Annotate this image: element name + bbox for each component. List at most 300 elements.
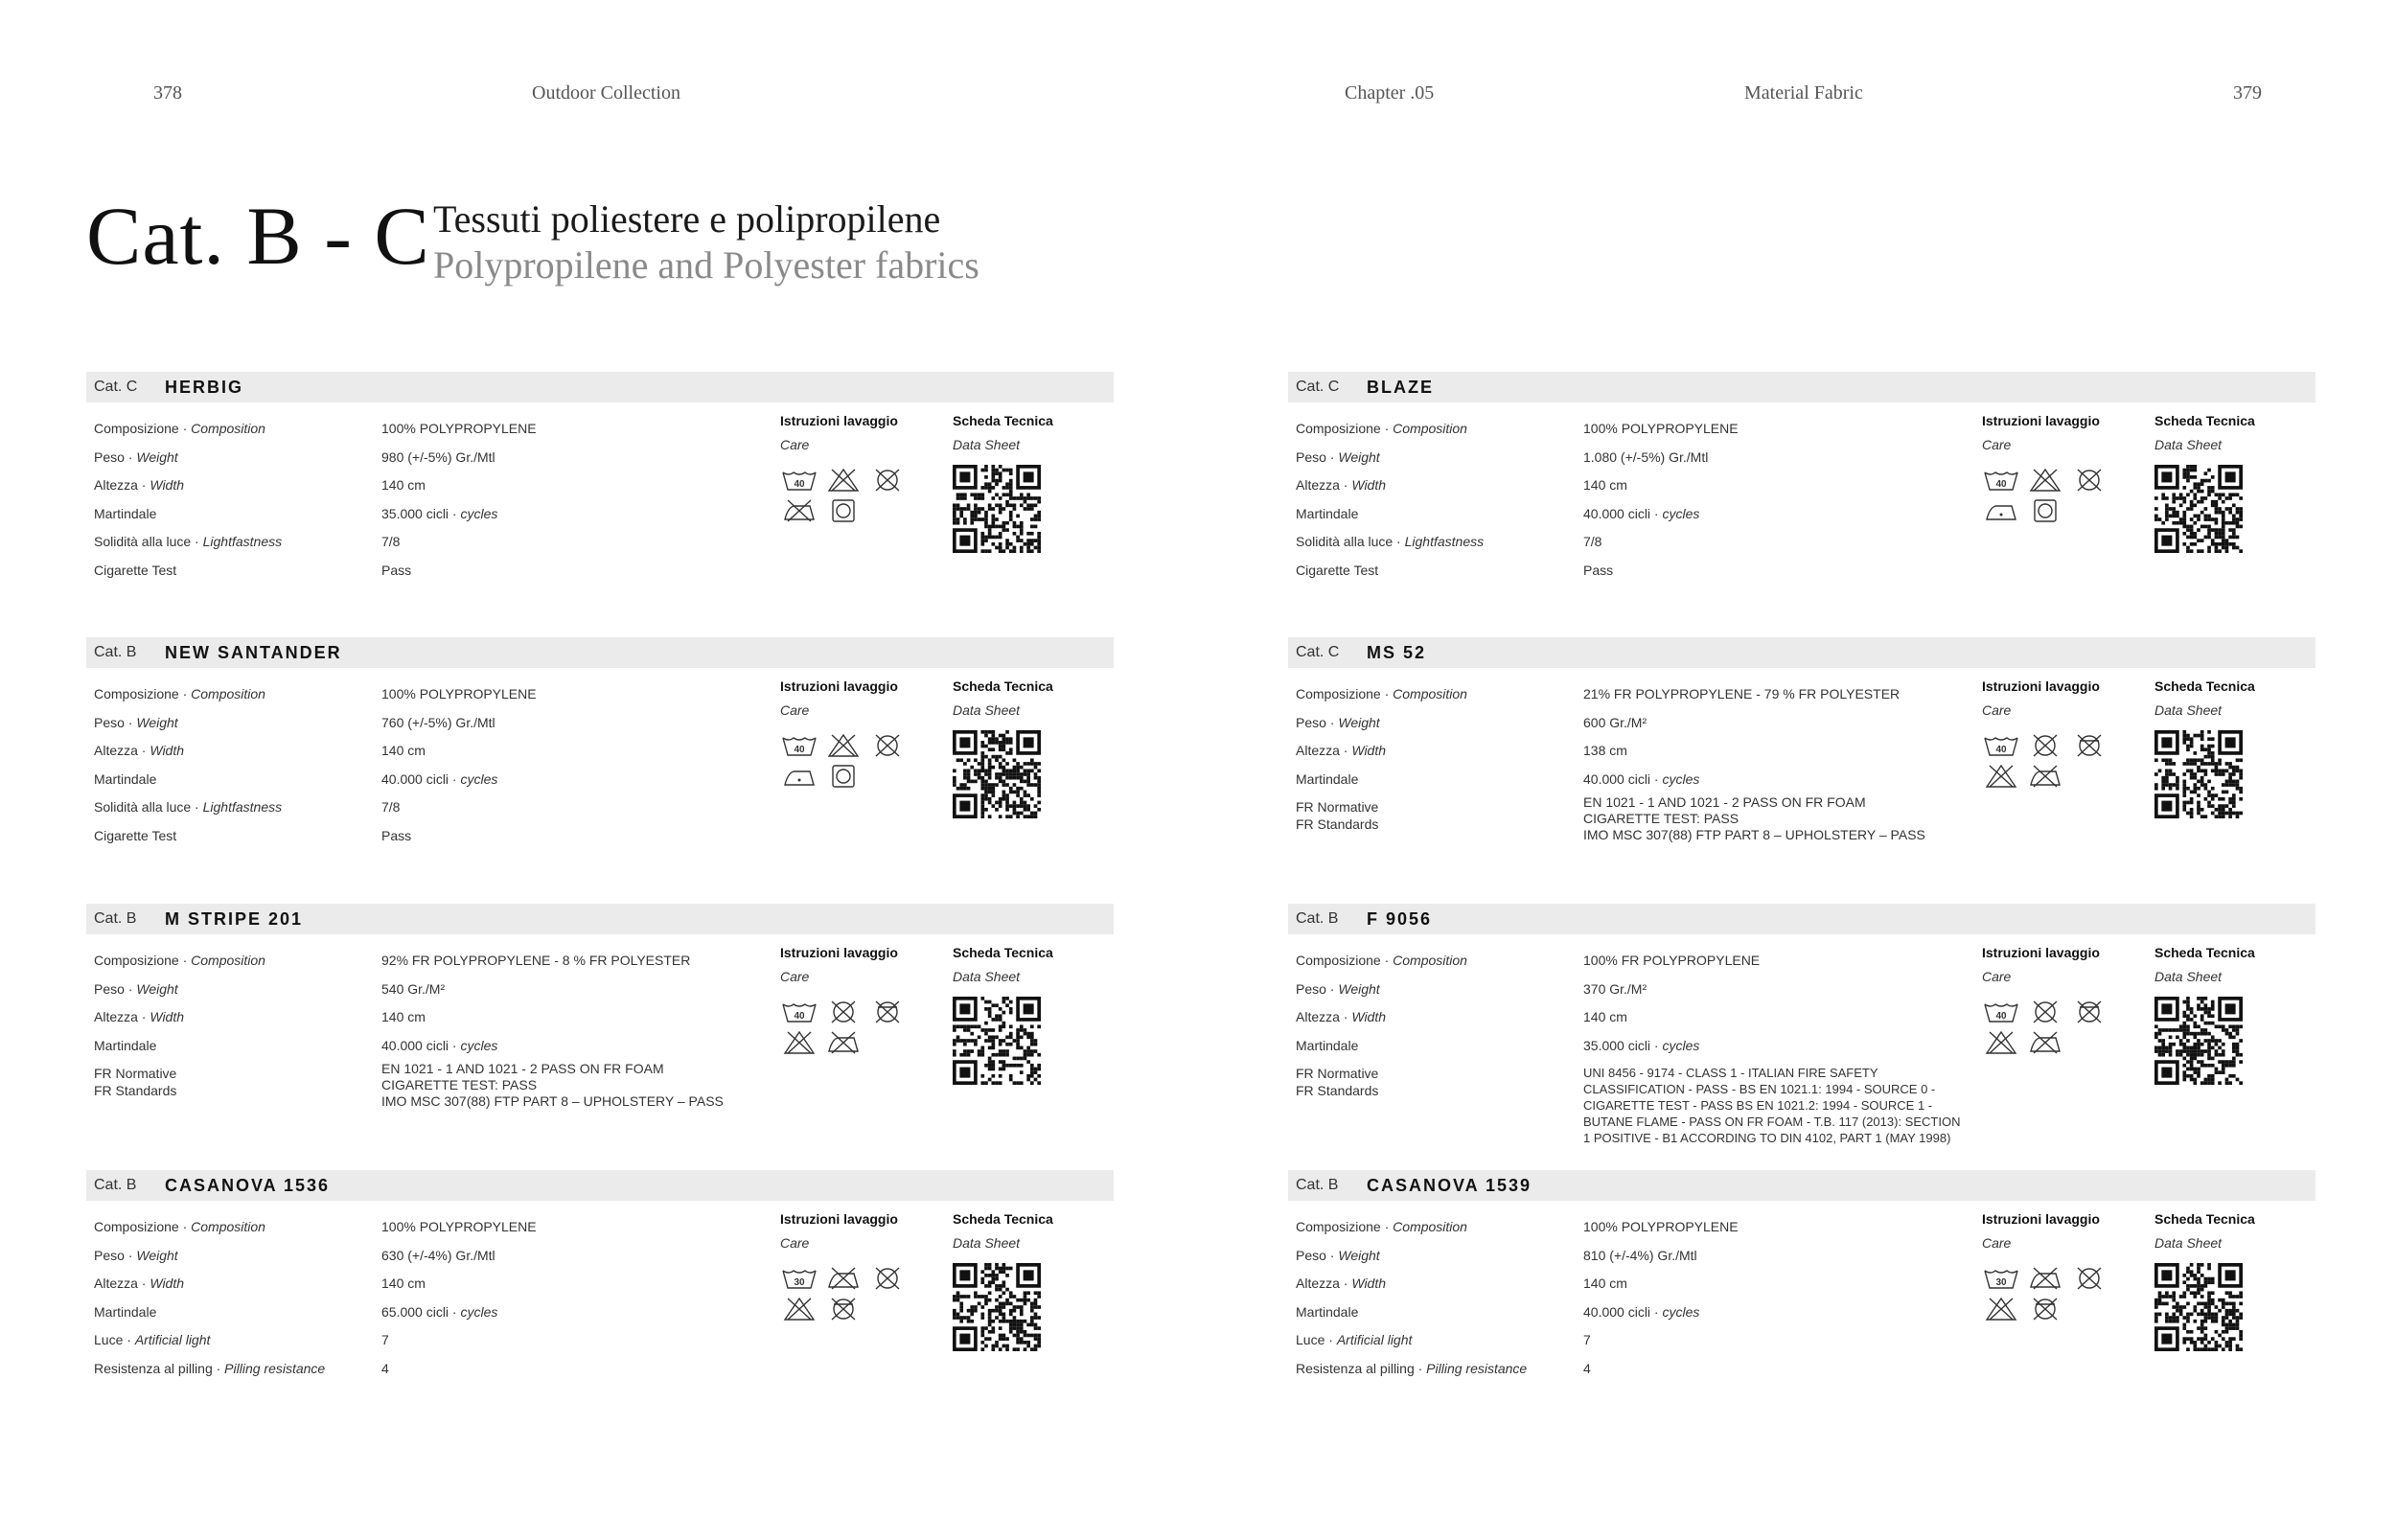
iron-icon xyxy=(1982,496,2024,527)
wash-30-icon xyxy=(780,1264,822,1295)
spec-label: Luce · xyxy=(1296,1332,1337,1347)
no-dry-clean-icon xyxy=(2070,998,2112,1028)
spec-row xyxy=(94,1061,841,1109)
sheet-title: Scheda Tecnica xyxy=(953,678,1053,694)
spec-row xyxy=(94,798,841,827)
spec-value: EN 1021 - 1 AND 1021 - 2 PASS ON FR FOAM CIGARETTE TEST: PASS IMO MSC 307(88) FTP PART 8 – UPHOLSTERY – PASS xyxy=(1583,794,1925,842)
spec-label-en: Lightfastness xyxy=(202,799,283,815)
spec-row xyxy=(94,1303,841,1332)
spec-label-en: Width xyxy=(1351,1276,1387,1291)
spec-value: 7/8 xyxy=(381,534,401,549)
care-title: Istruzioni lavaggio xyxy=(1982,945,2100,960)
spec-row xyxy=(94,685,841,714)
spec-label: Solidità alla luce · xyxy=(1296,534,1405,549)
spec-label-en: Composition xyxy=(191,686,265,701)
spec-value: 140 cm xyxy=(1583,1276,1627,1291)
sheet-title: Scheda Tecnica xyxy=(2154,413,2255,428)
spec-table xyxy=(1296,685,2043,842)
sheet-subtitle: Data Sheet xyxy=(2154,969,2223,984)
no-iron-icon xyxy=(2026,1264,2068,1295)
spec-label-en: Composition xyxy=(1393,686,1467,701)
data-sheet xyxy=(2154,1211,2308,1351)
spec-row xyxy=(94,742,841,770)
spec-label: Solidità alla luce · xyxy=(94,534,203,549)
spec-label: Resistenza al pilling · xyxy=(94,1360,225,1376)
spec-table xyxy=(1296,952,2043,1145)
spec-value: 138 cm xyxy=(1583,743,1627,758)
spec-row xyxy=(94,1275,841,1303)
spec-label: Altezza · xyxy=(94,1276,150,1291)
spec-value: 1.080 (+/-5%) Gr./Mtl xyxy=(1583,448,1709,465)
spec-value: 370 Gr./M² xyxy=(1583,980,1647,997)
spec-value: 4 xyxy=(1583,1360,1591,1376)
care-instructions xyxy=(1982,678,2145,793)
left-page-number: 378 xyxy=(153,82,182,103)
no-bleach-icon xyxy=(2026,466,2068,496)
fabric-header-bar xyxy=(1288,372,2315,402)
care-subtitle: Care xyxy=(780,1235,810,1251)
data-sheet xyxy=(953,1211,1106,1351)
care-instructions xyxy=(780,1211,943,1325)
spec-label-en: Weight xyxy=(1338,1247,1380,1263)
spec-label: Composizione · xyxy=(94,686,192,701)
spec-label-en: Composition xyxy=(191,421,265,436)
fabric-header-bar xyxy=(1288,1170,2315,1201)
spec-label-en: Width xyxy=(150,477,185,493)
care-title: Istruzioni lavaggio xyxy=(780,678,898,694)
no-iron-icon xyxy=(2026,762,2068,793)
spec-row xyxy=(94,1218,841,1247)
spec-label-en: Lightfastness xyxy=(1404,534,1485,549)
subtitle-italian: Tessuti poliestere e polipropilene xyxy=(433,197,941,241)
spec-row xyxy=(94,1360,841,1389)
spec-label: Martindale xyxy=(94,1303,157,1320)
spec-label: Altezza · xyxy=(1296,1276,1352,1291)
fabric-header-bar xyxy=(1288,637,2315,668)
spec-label-en: Width xyxy=(1351,477,1387,493)
spec-value: Pass xyxy=(381,827,412,843)
no-iron-icon xyxy=(824,1264,866,1295)
no-bleach-icon xyxy=(1982,762,2024,793)
spec-label: FR Normative xyxy=(1296,799,1379,815)
no-tumble-dry-icon xyxy=(868,466,910,496)
chapter-label: Chapter .05 xyxy=(1345,82,1435,103)
wash-40-icon xyxy=(1982,731,2024,762)
spec-label: FR Normative xyxy=(94,1066,177,1081)
spec-value: 630 (+/-4%) Gr./Mtl xyxy=(381,1247,495,1263)
spec-value: 600 Gr./M² xyxy=(1583,714,1647,730)
spec-label-en: Weight xyxy=(136,448,178,465)
spec-row xyxy=(94,1331,841,1360)
spec-value: 40.000 cicli · cycles xyxy=(1583,770,1700,787)
svg-text:30: 30 xyxy=(794,1277,805,1288)
spec-label-en: Weight xyxy=(1338,714,1380,730)
spec-label: Composizione · xyxy=(94,1219,192,1234)
spec-label: Martindale xyxy=(1296,1037,1359,1053)
care-icons xyxy=(780,731,914,793)
spec-value: 100% POLYPROPYLENE xyxy=(381,421,537,436)
spec-label: FR Normative xyxy=(1296,1066,1379,1081)
fabric-category: Cat. C xyxy=(1296,379,1340,395)
spec-value: 140 cm xyxy=(381,743,426,758)
spec-label: Peso · xyxy=(1296,448,1339,465)
spec-label: Peso · xyxy=(94,714,137,730)
spec-label-en: Weight xyxy=(136,980,178,997)
spec-label: Composizione · xyxy=(94,421,192,436)
spec-label-en: FR Standards xyxy=(94,1083,177,1098)
spec-row xyxy=(1296,1303,2043,1332)
care-icons xyxy=(1982,998,2116,1059)
no-tumble-dry-icon xyxy=(868,1264,910,1295)
spec-label-en: Weight xyxy=(136,714,178,730)
spec-label-en: FR Standards xyxy=(1296,1083,1379,1098)
svg-text:40: 40 xyxy=(1995,1011,2007,1022)
fabric-name: CASANOVA 1539 xyxy=(1367,1176,1532,1195)
spec-row xyxy=(94,420,841,448)
spec-label: Altezza · xyxy=(1296,1009,1352,1024)
spec-label: Cigarette Test xyxy=(94,562,177,578)
spec-value: 40.000 cicli · cycles xyxy=(381,1037,498,1053)
spec-label-en: Composition xyxy=(1393,1219,1467,1234)
svg-text:40: 40 xyxy=(794,479,805,490)
spec-row xyxy=(94,505,841,534)
spec-value: Pass xyxy=(381,562,412,578)
spec-label-en: Composition xyxy=(1393,953,1467,968)
spec-label-en: Width xyxy=(1351,1009,1387,1024)
no-tumble-dry-icon xyxy=(868,731,910,762)
qr-code-icon[interactable] xyxy=(953,1263,1041,1351)
spec-value: 100% POLYPROPYLENE xyxy=(381,686,537,701)
spec-row xyxy=(1296,1275,2043,1303)
spec-row xyxy=(1296,714,2043,743)
no-bleach-icon xyxy=(780,1028,822,1059)
spec-row xyxy=(1296,476,2043,505)
spec-value: 140 cm xyxy=(1583,477,1627,493)
spec-label-en: Artificial light xyxy=(134,1332,211,1347)
spec-value: 7/8 xyxy=(1583,534,1602,549)
no-tumble-dry-icon xyxy=(2026,731,2068,762)
left-section-title: Outdoor Collection xyxy=(532,82,680,103)
spec-row xyxy=(94,770,841,799)
fabric-category: Cat. C xyxy=(94,379,138,395)
spec-label-en: FR Standards xyxy=(1296,816,1379,832)
fabric-card xyxy=(1288,372,2315,621)
fabric-name: M STRIPE 201 xyxy=(165,909,304,929)
page-title: Cat. B - C xyxy=(86,190,430,282)
spec-label: Martindale xyxy=(1296,770,1359,787)
care-subtitle: Care xyxy=(780,969,810,984)
spec-row xyxy=(1296,1065,2043,1145)
no-tumble-dry-icon xyxy=(2070,1264,2112,1295)
spec-label-en: Composition xyxy=(1393,421,1467,436)
sheet-title: Scheda Tecnica xyxy=(2154,945,2255,960)
spec-table xyxy=(94,420,841,589)
iron-icon xyxy=(780,762,822,793)
care-subtitle: Care xyxy=(780,437,810,452)
spec-row xyxy=(1296,505,2043,534)
spec-row xyxy=(1296,685,2043,714)
spec-label: Altezza · xyxy=(1296,477,1352,493)
no-bleach-icon xyxy=(824,731,866,762)
svg-text:40: 40 xyxy=(794,745,805,755)
spec-label-en: Pilling resistance xyxy=(1426,1360,1528,1376)
spec-value: 35.000 cicli · cycles xyxy=(1583,1037,1700,1053)
fabric-name: HERBIG xyxy=(165,378,244,397)
sheet-subtitle: Data Sheet xyxy=(2154,437,2223,452)
sheet-subtitle: Data Sheet xyxy=(953,702,1021,718)
spec-row xyxy=(94,952,841,980)
care-title: Istruzioni lavaggio xyxy=(780,1211,898,1227)
spec-table xyxy=(1296,1218,2043,1388)
spec-value: 40.000 cicli · cycles xyxy=(1583,505,1700,521)
sheet-title: Scheda Tecnica xyxy=(953,413,1053,428)
fabric-name: F 9056 xyxy=(1367,909,1433,929)
qr-code-icon[interactable] xyxy=(2154,1263,2243,1351)
fabric-card xyxy=(86,904,1114,1153)
spec-value: 35.000 cicli · cycles xyxy=(381,505,498,521)
spec-label: Martindale xyxy=(1296,1303,1359,1320)
sheet-title: Scheda Tecnica xyxy=(2154,678,2255,694)
spec-row xyxy=(1296,794,2043,842)
qr-code-icon[interactable] xyxy=(2154,465,2243,553)
spec-row xyxy=(94,1247,841,1276)
spec-label-en: Width xyxy=(150,1009,185,1024)
wash-40-icon xyxy=(780,998,822,1028)
spec-label: Solidità alla luce · xyxy=(94,799,203,815)
spec-label: Composizione · xyxy=(1296,1219,1394,1234)
fabric-category: Cat. B xyxy=(94,1177,137,1193)
fabric-header-bar xyxy=(1288,904,2315,934)
spec-value: 100% FR POLYPROPYLENE xyxy=(1583,953,1761,968)
wash-40-icon xyxy=(1982,466,2024,496)
spec-value: 140 cm xyxy=(1583,1009,1627,1024)
sheet-subtitle: Data Sheet xyxy=(953,969,1021,984)
spec-label-en: Width xyxy=(150,1276,185,1291)
care-instructions xyxy=(1982,945,2145,1059)
no-dry-clean-icon xyxy=(2026,1295,2068,1325)
svg-text:40: 40 xyxy=(1995,745,2007,755)
spec-label: Altezza · xyxy=(94,477,150,493)
no-iron-icon xyxy=(2026,1028,2068,1059)
fabric-header-bar xyxy=(86,372,1114,402)
spec-row xyxy=(1296,1218,2043,1247)
spec-row xyxy=(1296,1008,2043,1037)
spec-row xyxy=(1296,1247,2043,1276)
care-title: Istruzioni lavaggio xyxy=(780,945,898,960)
spec-value: 40.000 cicli · cycles xyxy=(381,770,498,787)
spec-label-en: Weight xyxy=(1338,448,1380,465)
care-icons xyxy=(780,998,914,1059)
spec-row xyxy=(1296,952,2043,980)
spec-label-en: Weight xyxy=(136,1247,178,1263)
spec-label: Peso · xyxy=(1296,980,1339,997)
no-tumble-dry-icon xyxy=(2070,466,2112,496)
no-bleach-icon xyxy=(780,1295,822,1325)
fabric-card xyxy=(1288,637,2315,886)
qr-code-icon[interactable] xyxy=(953,997,1041,1085)
svg-text:30: 30 xyxy=(1995,1277,2007,1288)
sheet-title: Scheda Tecnica xyxy=(2154,1211,2255,1227)
spec-row xyxy=(94,448,841,477)
spec-value: 140 cm xyxy=(381,1276,426,1291)
qr-code-icon[interactable] xyxy=(2154,997,2243,1085)
fabric-card xyxy=(1288,904,2315,1153)
care-icons xyxy=(780,1264,914,1325)
spec-label: Martindale xyxy=(1296,505,1359,521)
wash-30-icon xyxy=(1982,1264,2024,1295)
subtitle-english: Polypropilene and Polyester fabrics xyxy=(433,243,979,287)
care-title: Istruzioni lavaggio xyxy=(780,413,898,428)
care-icons xyxy=(1982,731,2116,793)
qr-code-icon[interactable] xyxy=(953,730,1041,818)
care-subtitle: Care xyxy=(1982,1235,2012,1251)
spec-row xyxy=(1296,1037,2043,1066)
spec-value: 92% FR POLYPROPYLENE - 8 % FR POLYESTER xyxy=(381,953,691,968)
data-sheet xyxy=(953,945,1106,1085)
spec-table xyxy=(94,685,841,855)
fabric-name: CASANOVA 1536 xyxy=(165,1176,331,1195)
care-icons xyxy=(780,466,914,527)
care-instructions xyxy=(780,678,943,793)
fabric-card xyxy=(1288,1170,2315,1419)
spec-row xyxy=(1296,1360,2043,1389)
spec-row xyxy=(94,980,841,1009)
spec-value: 100% POLYPROPYLENE xyxy=(1583,1219,1739,1234)
spec-value: 100% POLYPROPYLENE xyxy=(381,1219,537,1234)
spec-value: UNI 8456 - 9174 - CLASS 1 - ITALIAN FIRE SAFETY CLASSIFICATION - PASS - BS EN 1021.1: 1994 - SOURCE 0 - CIGARETTE TEST - PASS BS EN 1021.2: 1994 - SOURCE 1 - BUTANE FLAME - PASS ON FR FOAM - T.B. 117 (2013): SECTION 1 POSITIVE - B1 ACCORDING TO DIN 4102, PART 1 (MAY 1998) xyxy=(1583,1066,1961,1145)
data-sheet xyxy=(953,413,1106,553)
spec-value: 140 cm xyxy=(381,477,426,493)
care-subtitle: Care xyxy=(1982,969,2012,984)
spec-label-en: Pilling resistance xyxy=(224,1360,326,1376)
tumble-dry-icon xyxy=(2026,496,2068,527)
spec-row xyxy=(1296,533,2043,562)
no-tumble-dry-icon xyxy=(824,998,866,1028)
spec-row xyxy=(1296,420,2043,448)
spec-label: Martindale xyxy=(94,1037,157,1053)
spec-label: Peso · xyxy=(94,980,137,997)
qr-code-icon[interactable] xyxy=(2154,730,2243,818)
care-instructions xyxy=(1982,413,2145,527)
tumble-dry-icon xyxy=(824,762,866,793)
right-page-number: 379 xyxy=(2233,82,2262,103)
fabric-category: Cat. B xyxy=(94,910,137,927)
spec-label: Martindale xyxy=(94,505,157,521)
fabric-card xyxy=(86,372,1114,621)
fabric-header-bar xyxy=(86,1170,1114,1201)
no-tumble-dry-icon xyxy=(2026,998,2068,1028)
spec-label: Martindale xyxy=(94,770,157,787)
spec-label: Composizione · xyxy=(1296,953,1394,968)
spec-label: Altezza · xyxy=(94,743,150,758)
spec-label-en: Lightfastness xyxy=(202,534,283,549)
care-instructions xyxy=(780,945,943,1059)
fabric-category: Cat. B xyxy=(1296,910,1339,927)
spec-label: Peso · xyxy=(1296,1247,1339,1263)
spec-label-en: Composition xyxy=(191,953,265,968)
fabric-card xyxy=(86,1170,1114,1419)
spec-value: 980 (+/-5%) Gr./Mtl xyxy=(381,448,495,465)
spec-row xyxy=(94,533,841,562)
spec-value: 7/8 xyxy=(381,799,401,815)
svg-text:40: 40 xyxy=(1995,479,2007,490)
sheet-title: Scheda Tecnica xyxy=(953,1211,1053,1227)
spec-value: 4 xyxy=(381,1360,389,1376)
spec-value: 65.000 cicli · cycles xyxy=(381,1303,498,1320)
spec-table xyxy=(1296,420,2043,589)
tumble-dry-icon xyxy=(824,496,866,527)
care-title: Istruzioni lavaggio xyxy=(1982,1211,2100,1227)
spec-label-en: Width xyxy=(1351,743,1387,758)
fabric-category: Cat. B xyxy=(94,644,137,660)
care-icons xyxy=(1982,1264,2116,1325)
spec-label: Peso · xyxy=(1296,714,1339,730)
spec-label: Peso · xyxy=(94,1247,137,1263)
no-iron-icon xyxy=(780,496,822,527)
wash-40-icon xyxy=(780,731,822,762)
spec-label: Resistenza al pilling · xyxy=(1296,1360,1427,1376)
spec-label: Cigarette Test xyxy=(1296,562,1379,578)
care-title: Istruzioni lavaggio xyxy=(1982,678,2100,694)
spec-value: 7 xyxy=(1583,1332,1591,1347)
spec-row xyxy=(94,562,841,590)
no-dry-clean-icon xyxy=(824,1295,866,1325)
no-iron-icon xyxy=(824,1028,866,1059)
spec-table xyxy=(94,1218,841,1388)
spec-label-en: Width xyxy=(150,743,185,758)
spec-row xyxy=(94,1008,841,1037)
spec-row xyxy=(94,476,841,505)
qr-code-icon[interactable] xyxy=(953,465,1041,553)
fabric-name: BLAZE xyxy=(1367,378,1434,397)
no-bleach-icon xyxy=(1982,1028,2024,1059)
spec-label: Composizione · xyxy=(1296,686,1394,701)
care-subtitle: Care xyxy=(780,702,810,718)
spec-value: EN 1021 - 1 AND 1021 - 2 PASS ON FR FOAM CIGARETTE TEST: PASS IMO MSC 307(88) FTP PART 8 – UPHOLSTERY – PASS xyxy=(381,1061,724,1109)
spec-label: Altezza · xyxy=(1296,743,1352,758)
fabric-category: Cat. B xyxy=(1296,1177,1339,1193)
spec-label: Composizione · xyxy=(94,953,192,968)
care-icons xyxy=(1982,466,2116,527)
wash-40-icon xyxy=(1982,998,2024,1028)
care-title: Istruzioni lavaggio xyxy=(1982,413,2100,428)
sheet-subtitle: Data Sheet xyxy=(2154,1235,2223,1251)
spec-label: Composizione · xyxy=(1296,421,1394,436)
care-instructions xyxy=(780,413,943,527)
spec-label-en: Artificial light xyxy=(1336,1332,1413,1347)
spec-table xyxy=(94,952,841,1109)
spec-row xyxy=(1296,448,2043,477)
care-subtitle: Care xyxy=(1982,437,2012,452)
sheet-subtitle: Data Sheet xyxy=(2154,702,2223,718)
spec-value: 21% FR POLYPROPYLENE - 79 % FR POLYESTER xyxy=(1583,686,1901,701)
care-instructions xyxy=(1982,1211,2145,1325)
spec-value: 7 xyxy=(381,1332,389,1347)
fabric-card xyxy=(86,637,1114,886)
svg-text:40: 40 xyxy=(794,1011,805,1022)
no-bleach-icon xyxy=(824,466,866,496)
no-bleach-icon xyxy=(1982,1295,2024,1325)
spec-value: 40.000 cicli · cycles xyxy=(1583,1303,1700,1320)
fabric-name: NEW SANTANDER xyxy=(165,643,342,662)
no-dry-clean-icon xyxy=(868,998,910,1028)
right-section-title: Material Fabric xyxy=(1744,82,1863,103)
data-sheet xyxy=(953,678,1106,818)
spec-label-en: Composition xyxy=(191,1219,265,1234)
sheet-subtitle: Data Sheet xyxy=(953,1235,1021,1251)
spec-row xyxy=(94,714,841,743)
spec-value: Pass xyxy=(1583,562,1614,578)
